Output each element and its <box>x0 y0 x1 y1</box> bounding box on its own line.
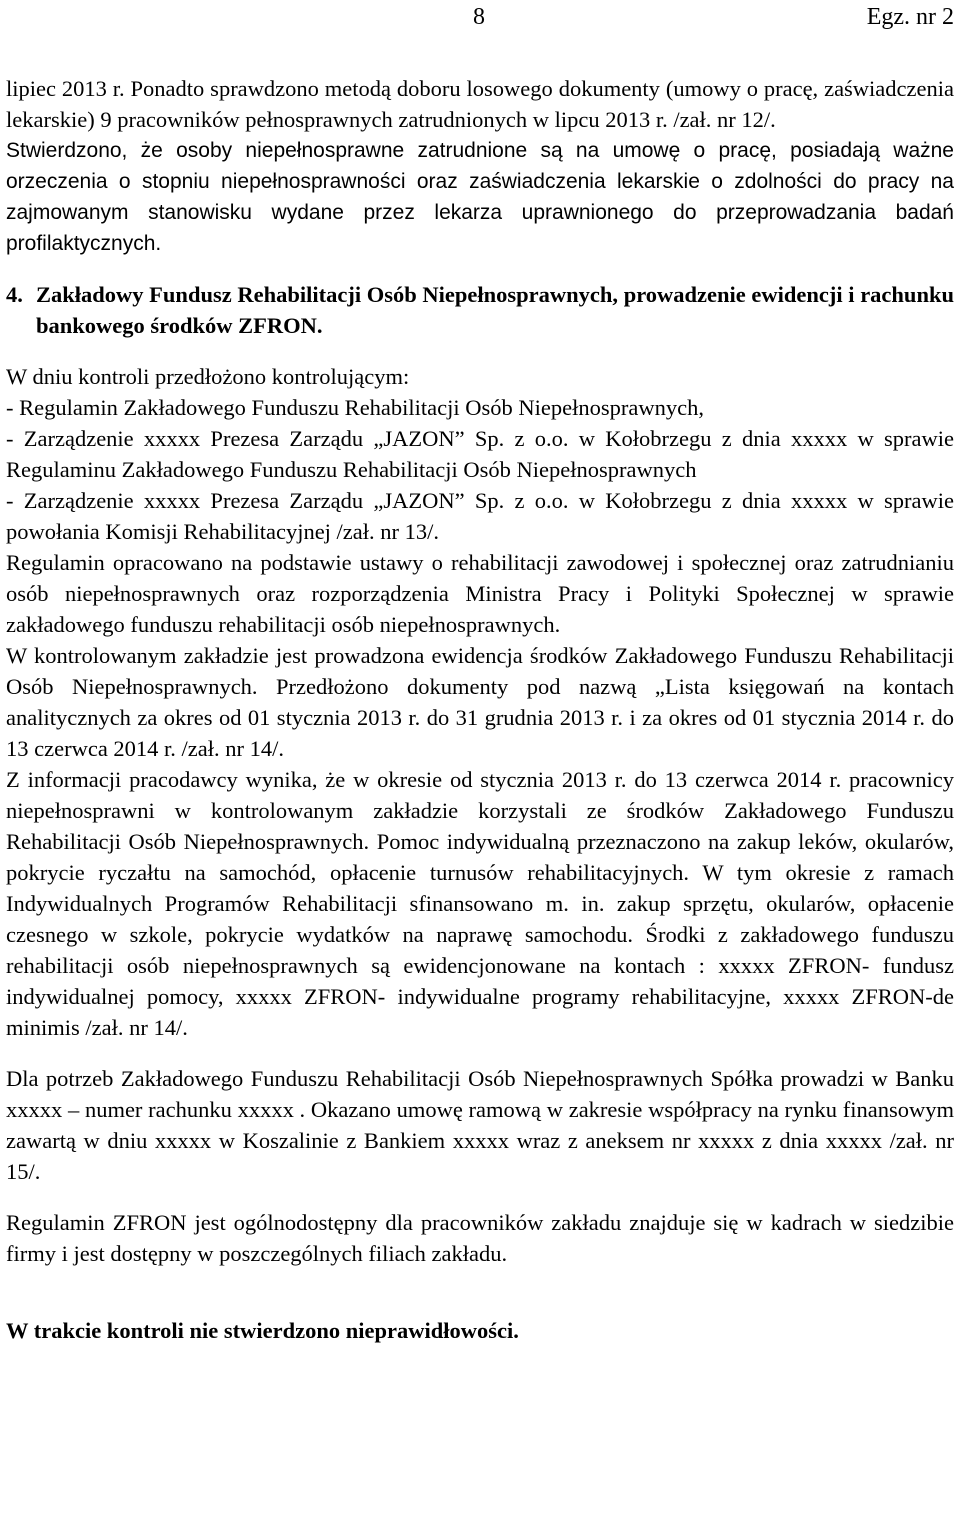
paragraph-legal-basis: Regulamin opracowano na podstawie ustawy o rehabilitacji zawodowej i społecznej oraz zatrudnianiu osób niepełnosprawnych oraz rozporządzenia Ministra Pracy i Polityki Społecznej w sprawie zakładowego funduszu rehabilitacji osób niepełnosprawnych. <box>6 550 954 637</box>
page-number: 8 <box>473 4 485 30</box>
paragraph-continuation: lipiec 2013 r. Ponadto sprawdzono metodą doboru losowego dokumenty (umowy o pracę, zaświadczenia lekarskie) 9 pracowników pełnosprawnych zatrudnionych w lipcu 2013 r. /zał. nr 12/. <box>6 76 954 132</box>
section-heading <box>6 279 954 341</box>
list-item-order-regulation: - Zarządzenie xxxxx Prezesa Zarządu „JAZON” Sp. z o.o. w Kołobrzegu z dnia xxxxx w sprawie Regulaminu Zakładowego Funduszu Rehabilitacji Osób Niepełnosprawnych <box>6 426 954 482</box>
section-title: Zakładowy Fundusz Rehabilitacji Osób Niepełnosprawnych, prowadzenie ewidencji i rachunku bankowego środków ZFRON. <box>36 282 954 338</box>
paragraph-records: W kontrolowanym zakładzie jest prowadzona ewidencja środków Zakładowego Funduszu Rehabilitacji Osób Niepełnosprawnych. Przedłożono dokumenty pod nazwą „Lista księgowań na kontach analitycznych za okres od 01 stycznia 2013 r. do 31 grudnia 2013 r. i za okres od 01 stycznia 2014 r. do 13 czerwca 2014 r. /zał. nr 14/. <box>6 643 954 761</box>
paragraph-bank-account: Dla potrzeb Zakładowego Funduszu Rehabilitacji Osób Niepełnosprawnych Spółka prowadzi w Banku xxxxx – numer rachunku xxxxx . Okazano umowę ramową w zakresie współpracy na rynku finansowym zawartą w dniu xxxxx w Koszalinie z Bankiem xxxxx wraz z aneksem nr xxxxx z dnia xxxxx /zał. nr 15/. <box>6 1066 954 1184</box>
conclusion-statement: W trakcie kontroli nie stwierdzono nieprawidłowości. <box>6 1318 519 1343</box>
paragraph-findings-disabled: Stwierdzono, że osoby niepełnosprawne zatrudnione są na umowę o pracę, posiadają ważne orzeczenia o stopniu niepełnosprawności oraz zaświadczenia lekarskie o zdolności do pracy na zajmowanym stanowisku wydane przez lekarza uprawnionego do przeprowadzania badań profilaktycznych. <box>6 139 954 255</box>
paragraph-availability: Regulamin ZFRON jest ogólnodostępny dla pracowników zakładu znajduje się w kadrach w siedzibie firmy i jest dostępny w poszczególnych filiach zakładu. <box>6 1210 954 1266</box>
list-item-regulation: - Regulamin Zakładowego Funduszu Rehabilitacji Osób Niepełnosprawnych, <box>6 395 704 420</box>
document-body <box>6 73 954 1346</box>
document-copy-marker: Egz. nr 2 <box>866 4 954 30</box>
paragraph-documents-intro: W dniu kontroli przedłożono kontrolującym: <box>6 364 410 389</box>
section-number: 4. <box>6 282 23 307</box>
paragraph-employer-information: Z informacji pracodawcy wynika, że w okresie od stycznia 2013 r. do 13 czerwca 2014 r. pracownicy niepełnosprawni w kontrolowanym zakładzie korzystali ze środków Zakładowego Funduszu Rehabilitacji Osób Niepełnosprawnych. Pomoc indywidualną przeznaczono na zakup leków, okularów, pokrycie ryczałtu na samochód, opłacenie turnusów rehabilitacyjnych. W tym okresie z ramach Indywidualnych Programów Rehabilitacji sfinansowano m. in. zakup sprzętu, okularów, opłacenie czesnego w szkole, pokrycie wydatków na naprawę samochodu. Środki z zakładowego funduszu rehabilitacji osób niepełnosprawnych są ewidencjonowane na kontach : xxxxx ZFRON- fundusz indywidualnej pomocy, xxxxx ZFRON- indywidualne programy rehabilitacyjne, xxxxx ZFRON-de minimis /zał. nr 14/. <box>6 767 954 1040</box>
list-item-order-commission: - Zarządzenie xxxxx Prezesa Zarządu „JAZON” Sp. z o.o. w Kołobrzegu z dnia xxxxx w sprawie powołania Komisji Rehabilitacyjnej /zał. nr 13/. <box>6 488 954 544</box>
